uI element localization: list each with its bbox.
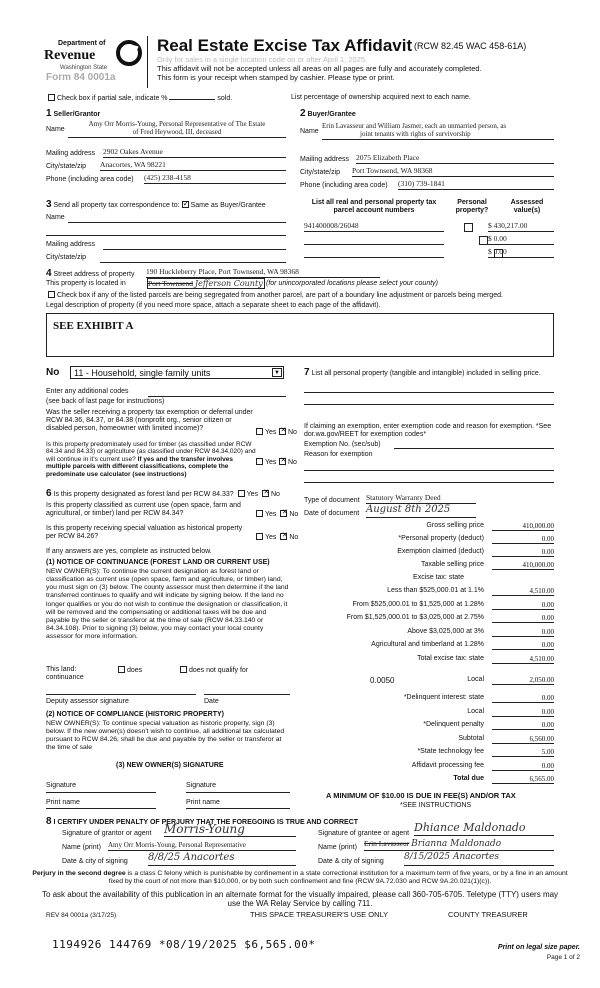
doc-date[interactable]: August 8th 2025 (366, 504, 476, 518)
tax-after-label: Local (467, 707, 484, 715)
header-divider (147, 36, 148, 88)
parcel-value-1[interactable]: $ 430,217.00 (488, 222, 554, 232)
legal-label: Legal description of property (if you need more space, attach a separate sheet to each page of the affidavit). (46, 302, 381, 309)
treasurer-label: THIS SPACE TREASURER'S USE ONLY (250, 910, 389, 919)
form-statute: (RCW 82.45 WAC 458-61A) (414, 41, 527, 51)
new-owner-print-label-2: Print name (186, 799, 220, 806)
s6-does: does (116, 666, 142, 675)
tax-bracket-label: Above $3,025,000 at 3% (407, 627, 484, 635)
s3-city-field[interactable] (100, 253, 286, 263)
s5-q2-yes-checkbox[interactable] (256, 458, 263, 465)
certify-line: 8 I CERTIFY UNDER PENALTY OF PERJURY THAT THE FOREGOING IS TRUE AND CORRECT (46, 816, 359, 827)
use-code-select[interactable] (70, 366, 284, 379)
seller-name[interactable]: Amy Orr Morris-Young, Personal Representative of The Estate of Fred Heywood, III, deceased (68, 120, 286, 138)
revenue-logo-icon (114, 40, 144, 66)
tax-after-label: Total due (453, 775, 484, 782)
page-number: Page 1 of 2 (546, 954, 580, 961)
new-owner-print-2[interactable] (186, 808, 290, 809)
tax-after-value[interactable]: 0.00 (492, 694, 554, 703)
tax-after (304, 775, 554, 786)
date-grantee[interactable]: 8/15/2025 Anacortes (404, 852, 554, 866)
name-grantor[interactable]: Amy Orr Morris-Young, Personal Representative (108, 841, 296, 851)
tax-after-value[interactable]: 0.00 (492, 762, 554, 771)
tax-after-label: *State technology fee (417, 748, 484, 755)
doc-type-label: Type of document (304, 497, 360, 504)
parcels-head-assessed: Assessed value(s) (510, 199, 544, 215)
seller-mail[interactable]: 2902 Oakes Avenue (103, 148, 286, 158)
tax-row-label: Taxable selling price (420, 561, 484, 568)
tax-bracket-value[interactable]: 0.00 (492, 601, 554, 610)
name-grantor-label: Name (print) (62, 844, 101, 851)
s6-notice2-head: (2) NOTICE OF COMPLIANCE (HISTORIC PROPERTY) (46, 711, 224, 718)
buyer-name-label: Name (300, 128, 319, 135)
section4-street-row: 4 Street address of property (46, 268, 135, 279)
segregate-checkbox[interactable] (48, 291, 55, 298)
tax-after-value[interactable]: 0.00 (492, 708, 554, 717)
s5-q1-yes-checkbox[interactable] (256, 428, 263, 435)
date-grantor[interactable]: 8/8/25 Anacortes (148, 852, 296, 866)
tax-after (304, 708, 554, 719)
revenue-label: Revenue (44, 48, 96, 63)
date-grantor-label: Date & city of signing (62, 858, 128, 865)
form-number: Form 84 0001a (46, 72, 116, 83)
seller-name-label: Name (46, 126, 65, 133)
sig-grantee[interactable]: Dhiance Maldonado (414, 822, 554, 836)
s5-q1-yes: Yes (254, 428, 276, 437)
s6-does-not: does not qualify for (178, 666, 248, 675)
excise-state-label: Excise tax: state (413, 574, 464, 581)
tax-after (304, 762, 554, 773)
tax-bracket-value[interactable]: 4,510.00 (492, 587, 554, 596)
s6-any-yes: If any answers are yes, complete as instructed below. (46, 548, 212, 555)
same-as-buyer-checkbox[interactable] (182, 201, 189, 208)
parcel-account-3[interactable] (304, 248, 444, 258)
legal-paper-note: Print on legal size paper. (497, 944, 580, 951)
tax-bracket (304, 614, 554, 625)
reason-label: Reason for exemption (304, 451, 373, 458)
s3-name-label: Name (46, 214, 65, 221)
buyer-phone-label: Phone (including area code) (300, 182, 388, 189)
tax-bracket (304, 628, 554, 639)
parcels-head-personal: Personal property? (455, 199, 489, 215)
buyer-name[interactable]: Erin Lavasseur and William Jasmer, each an unmarried person, as joint tenants with rights of survivorship (322, 122, 554, 140)
parcel-account-1[interactable]: 941400008/26048 (304, 222, 444, 232)
seller-phone-label: Phone (including area code) (46, 176, 134, 183)
see-back-note: (see back of last page for instructions) (46, 398, 165, 405)
name-grantee[interactable]: Erin Lavasseur Brianna Maldonado (364, 839, 554, 851)
located-label: This property is located in (46, 280, 126, 287)
use-code-value: 11 - Household, single family units (74, 368, 211, 378)
rev-label: REV 84 0001a (3/17/25) (46, 912, 117, 919)
alt-format-notice: To ask about the availability of this publication in an alternate format for the visually impaired, please call 360-705-6705. Teletype (TTY) users may use the WA Relay Service by calling 711. (41, 890, 559, 909)
s7-heading: 7 List all personal property (tangible and intangible) included in selling price. (304, 367, 541, 378)
tax-after-value[interactable]: 6,560.00 (492, 735, 554, 744)
parcel-personal-1-checkbox[interactable] (464, 223, 473, 232)
tax-row-value[interactable]: 410,000.00 (492, 522, 554, 531)
new-owner-print-1[interactable] (46, 808, 156, 809)
tax-after-label: *Delinquent interest: state (403, 694, 484, 701)
s7-exempt: If claiming an exemption, enter exemption code and reason for exemption. *See dor.wa.gov/REET for exemption codes* (304, 423, 552, 439)
s6-q3-answer: Yes ✕ No (254, 533, 298, 542)
section3-heading: 3 Send all property tax correspondence to:✓ Same as Buyer/Grantee (46, 199, 266, 211)
new-owner-signature-label-1: Signature (46, 782, 76, 789)
tax-bracket (304, 587, 554, 598)
receipt-stamp: 1194926 144769 *08/19/2025 $6,565.00* (52, 938, 316, 951)
additional-codes-field[interactable] (148, 387, 286, 397)
new-owner-signature-1[interactable] (46, 792, 156, 793)
property-street[interactable]: 190 Huckleberry Place, Port Townsend, WA 98368 (146, 268, 380, 278)
tax-row-label: *Personal property (deduct) (398, 535, 484, 542)
deputy-label: Deputy assessor signature (46, 698, 129, 705)
tax-bracket-value[interactable]: 0.00 (492, 614, 554, 623)
parcel-account-2[interactable] (304, 235, 444, 245)
tax-after-label: Affidavit processing fee (411, 761, 484, 769)
minimum-due: A MINIMUM OF $10.00 IS DUE IN FEE(S) AND/OR TAX (326, 791, 516, 800)
tax-row (304, 522, 554, 533)
seller-heading: 1 Seller/Grantor (46, 108, 101, 119)
tax-row (304, 535, 554, 546)
s6-q2-answer: Yes ✕ No (254, 510, 298, 519)
s6-q2-no-checkbox[interactable] (280, 510, 287, 517)
s6-does-checkbox[interactable] (118, 666, 125, 673)
partial-sale-row: Check box if partial sale, indicate % sold. (46, 94, 232, 103)
doc-type[interactable]: Statutory Warranty Deed (366, 494, 476, 504)
excise-state-heading (304, 574, 554, 585)
tax-after (304, 721, 554, 732)
header-note-2: This affidavit will not be accepted unless all areas on all pages are fully and accurately completed. (157, 64, 482, 73)
buyer-city-label: City/state/zip (300, 169, 341, 176)
new-owner-signature-2[interactable] (186, 792, 290, 793)
tax-bracket-value[interactable]: 4,510.00 (492, 655, 554, 664)
form-title: Real Estate Excise Tax Affidavit (157, 36, 413, 55)
partial-sale-checkbox[interactable] (48, 94, 55, 101)
chevron-down-icon: ▼ (272, 368, 282, 377)
tax-row (304, 548, 554, 559)
local-tax-row (304, 676, 554, 687)
s6-notice3-head: (3) NEW OWNER(S) SIGNATURE (116, 762, 224, 769)
sig-grantor-label: Signature of grantor or agent (62, 830, 152, 837)
s6-q1: 6 Is this property designated as forest land per RCW 84.33? Yes ✕ No (46, 488, 296, 500)
exemption-no-field[interactable] (394, 448, 554, 449)
deputy-date-field[interactable] (204, 694, 290, 695)
s5-q1-no-checkbox[interactable] (279, 428, 286, 435)
s6-this-land: This land: continuance (46, 666, 84, 682)
buyer-heading: 2 Buyer/Grantee (300, 108, 356, 119)
seller-city-label: City/state/zip (46, 163, 87, 170)
s6-notice1-body: NEW OWNER(S): To continue the current designation as forest land or classification as current use (open space, farm and agriculture, or timber) land, you must sign on (3) below. The county assessor must then determine if the land transferred continues to qualify and will indicate by signing below. If the land no longer qualifies or you do not wish to continue the designation or classification, it will be removed and the compensating or additional taxes will be due and payable by the seller or transferor at the time of sale (RCW 84.33.140 or 84.34.108). Prior to signing (3) below, you may contact your local county assessor for more information. (46, 568, 289, 641)
s6-q2-yes-checkbox[interactable] (256, 510, 263, 517)
s6-notice1-head: (1) NOTICE OF CONTINUANCE (FOREST LAND OR CURRENT USE) (46, 559, 270, 566)
s6-does-not-checkbox[interactable] (180, 666, 187, 673)
deputy-signature-field[interactable] (46, 694, 196, 695)
date-grantee-label: Date & city of signing (318, 858, 384, 865)
section5-no: No (46, 367, 60, 378)
tax-bracket-label: Total excise tax: state (417, 654, 484, 662)
tax-row-value[interactable]: 410,000.00 (492, 561, 554, 570)
tax-bracket-label: From $1,525,000.01 to $3,025,000 at 2.75% (346, 614, 484, 621)
s5-q1-no: ✕ No (277, 428, 297, 437)
tax-bracket-label: Less than $525,000.01 at 1.1% (387, 587, 484, 594)
located-select[interactable]: Port Townsend Jefferson County (147, 278, 265, 289)
buyer-mail[interactable]: 2075 Elizabeth Place (356, 154, 554, 164)
tax-after (304, 694, 554, 705)
tax-row-value[interactable]: 0.00 (492, 535, 554, 544)
s6-q3-yes-checkbox[interactable] (256, 533, 263, 540)
see-instructions: *SEE INSTRUCTIONS (400, 802, 472, 809)
s3-mail-field[interactable] (103, 240, 286, 250)
s5-q2-no-checkbox[interactable] (279, 458, 286, 465)
segregate-row: Check box if any of the listed parcels are being segregated from another parcel, are part of a boundary line adjustment or parcels being merged. (46, 291, 503, 300)
tax-row-label: Gross selling price (426, 522, 484, 529)
s6-q1-no-checkbox[interactable] (262, 490, 269, 497)
tax-after-label: Subtotal (458, 734, 484, 742)
legal-description: SEE EXHIBIT A (53, 320, 134, 332)
new-owner-print-label-1: Print name (46, 799, 80, 806)
tax-after-value[interactable]: 6,565.00 (492, 775, 554, 784)
name-grantee-label: Name (print) (318, 844, 357, 851)
s6-notice2-body: NEW OWNER(S): To continue special valuation as historic property, sign (3) below. If the new owner(s) doesn't wish to continue, all additional tax calculated pursuant to RCW 84.26, shall be due and payable by the seller or transferor at the time of sale (46, 720, 285, 752)
s6-q3-no-checkbox[interactable] (280, 533, 287, 540)
header-note-3: This form is your receipt when stamped by cashier. Please type or print. (157, 73, 395, 82)
s3-city-label: City/state/zip (46, 254, 87, 261)
doc-date-label: Date of document (304, 510, 360, 517)
tax-after-label: *Delinquent penalty (423, 721, 484, 728)
s5-q2: Is this property predominately used for timber (as classified under RCW 84.34 and 84.33) or agriculture (as classified under RCW 84.34.020) and will continue in it's current use? If yes and the transfer involves multiple parcels with different classifications, complete the predominate use calculator (see instructions) (46, 441, 256, 478)
personal-property-field-2[interactable] (304, 404, 554, 405)
perjury-notice: Perjury in the second degree is a class C felony which is punishable by confinement in a state correctional institution for a maximum term of five years, or by a fine in an amount fixed by the court of not more than $10,000, or by both such confinement and fine (RCW 9A.72.030 and RCW 9A.20.021(1)(c)). (32, 870, 568, 885)
personal-property-field[interactable] (304, 392, 554, 393)
local-tax-value[interactable]: 2,050.00 (492, 676, 554, 685)
s5-q1: Was the seller receiving a property tax exemption or deferral under RCW 84.36, 84.37, or 84.38 (nonprofit org., senior citizen or disabled person, homeowner with limited income)? (46, 409, 253, 433)
tax-row-value[interactable]: 0.00 (492, 548, 554, 557)
state-label: Washington State (60, 65, 108, 71)
tax-row (304, 561, 554, 572)
seller-phone[interactable]: (425) 238-4158 (144, 174, 286, 184)
located-note: (for unincorporated locations please select your county) (266, 280, 438, 287)
local-tax-label: Local (467, 676, 484, 683)
exemption-no-label: Exemption No. (sec/sub) (304, 441, 381, 448)
s6-q2: Is this property classified as current use (open space, farm and agricultural, or timber) land per RCW 84.34? (46, 502, 241, 518)
tax-bracket (304, 655, 554, 666)
header-note-1: Only for sales in a single location code on or after April 1, 2025. (157, 55, 368, 64)
deputy-date-label: Date (204, 698, 219, 705)
s5-q2-yes: Yes (254, 458, 276, 467)
reason-field-2[interactable] (304, 482, 554, 483)
s3-mail-label: Mailing address (46, 241, 96, 248)
s6-q1-yes-checkbox[interactable] (238, 490, 245, 497)
tax-after (304, 748, 554, 759)
parcels-head-accounts: List all real and personal property tax parcel account numbers (311, 199, 437, 215)
additional-codes-label: Enter any additional codes (46, 388, 129, 395)
tax-after (304, 735, 554, 746)
county-treasurer-label: COUNTY TREASURER (448, 910, 528, 919)
tax-bracket-label: From $525,000.01 to $1,525,000 at 1.28% (352, 600, 484, 608)
seller-city[interactable]: Anacortes, WA 98221 (100, 161, 286, 171)
tax-bracket-label: Agricultural and timberland at 1.28% (371, 641, 484, 648)
s3-name-field[interactable] (68, 213, 286, 223)
reason-field[interactable] (304, 470, 554, 471)
s3-name-field-2[interactable] (46, 226, 286, 236)
ownership-note: List percentage of ownership acquired next to each name. (291, 94, 471, 101)
local-rate: 0.0050 (370, 676, 395, 685)
legal-description-box[interactable] (46, 313, 554, 357)
tax-bracket (304, 601, 554, 612)
dept-label: Department of (58, 40, 106, 47)
buyer-city[interactable]: Port Townsend, WA 98368 (352, 167, 554, 177)
tax-bracket-value[interactable]: 0.00 (492, 628, 554, 637)
seller-mail-label: Mailing address (46, 150, 96, 157)
tax-bracket (304, 641, 554, 652)
sig-grantee-label: Signature of grantee or agent (318, 830, 410, 837)
buyer-mail-label: Mailing address (300, 156, 350, 163)
parcel-personal-2-checkbox[interactable] (479, 236, 488, 245)
s6-q3: Is this property receiving special valuation as historical property per RCW 84.26? (46, 525, 243, 541)
tax-row-label: Exemption claimed (deduct) (397, 548, 484, 555)
new-owner-signature-label-2: Signature (186, 782, 216, 789)
tax-bracket-value[interactable]: 0.00 (492, 641, 554, 650)
tax-after-value[interactable]: 5.00 (492, 748, 554, 757)
buyer-phone[interactable]: (310) 739-1841 (398, 180, 554, 190)
s5-q2-no: ✕ No (277, 458, 297, 467)
parcel-value-3[interactable]: $ 0.00 (488, 248, 554, 258)
parcel-value-2[interactable]: $ 0.00 (488, 235, 554, 245)
sig-grantor[interactable]: Morris-Young (164, 823, 296, 837)
tax-after-value[interactable]: 0.00 (492, 721, 554, 730)
